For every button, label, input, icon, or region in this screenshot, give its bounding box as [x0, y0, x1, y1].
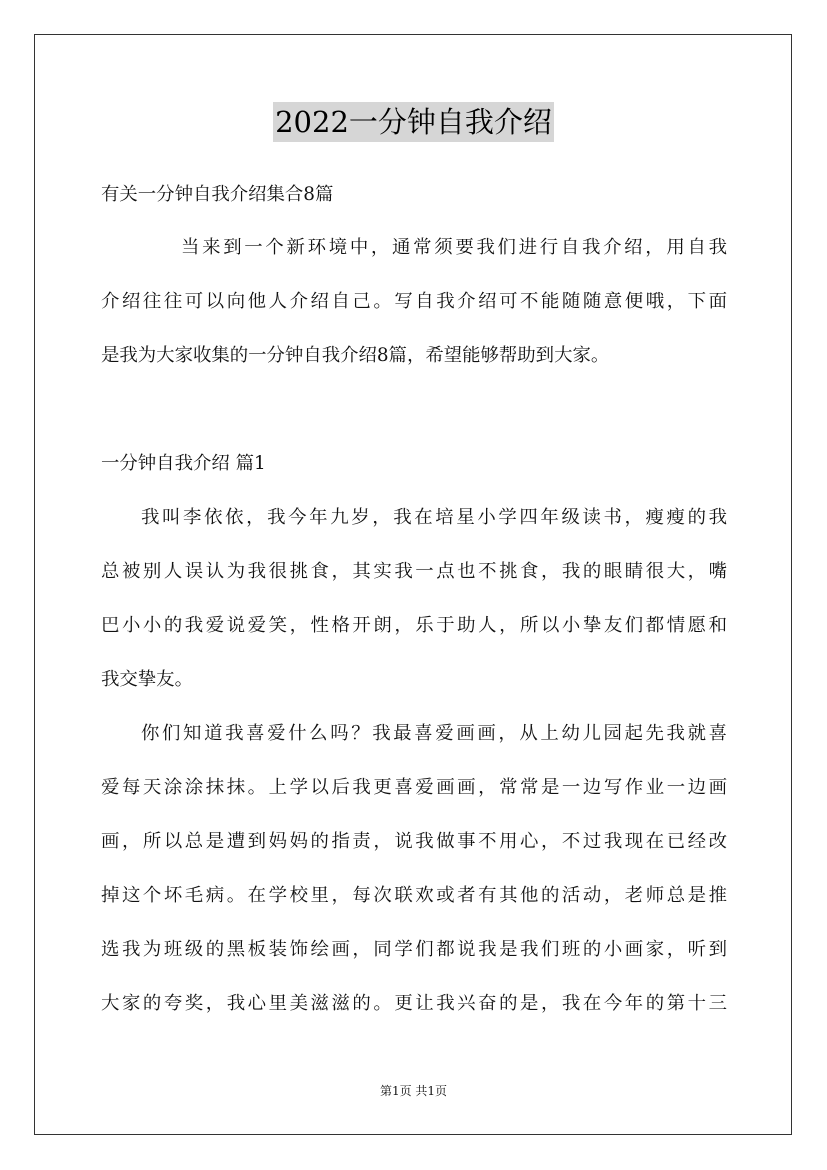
title-container [0, 102, 827, 142]
intro-line: 是我为大家收集的一分钟自我介绍8篇，希望能够帮助到大家。 [101, 345, 610, 366]
section-heading: 一分钟自我介绍 篇1 [101, 453, 266, 474]
document-title: 2022一分钟自我介绍 [273, 102, 554, 142]
paragraph2-line: 大家的夸奖，我心里美滋滋的。更让我兴奋的是，我在今年的第十三 [101, 993, 727, 1014]
paragraph2-line: 选我为班级的黑板装饰绘画，同学们都说我是我们班的小画家，听到 [101, 939, 727, 960]
paragraph1-line: 巴小小的我爱说爱笑，性格开朗，乐于助人，所以小挚友们都情愿和 [101, 615, 727, 636]
paragraph1-line: 总被别人误认为我很挑食，其实我一点也不挑食，我的眼睛很大，嘴 [101, 561, 727, 582]
intro-line: 介绍往往可以向他人介绍自己。写自我介绍可不能随随意便哦，下面 [101, 291, 727, 312]
paragraph1-line: 我叫李依依，我今年九岁，我在培星小学四年级读书，瘦瘦的我 [141, 507, 727, 528]
paragraph2-line: 掉这个坏毛病。在学校里，每次联欢或者有其他的活动，老师总是推 [101, 885, 727, 906]
document-subtitle: 有关一分钟自我介绍集合8篇 [101, 184, 334, 205]
paragraph2-line: 画，所以总是遭到妈妈的指责，说我做事不用心，不过我现在已经改 [101, 831, 727, 852]
paragraph2-line: 爱每天涂涂抹抹。上学以后我更喜爱画画，常常是一边写作业一边画 [101, 777, 727, 798]
paragraph1-line: 我交挚友。 [101, 669, 193, 690]
page-footer: 第1页 共1页 [379, 1084, 448, 1098]
paragraph2-line: 你们知道我喜爱什么吗？我最喜爱画画，从上幼儿园起先我就喜 [141, 723, 727, 744]
intro-line: 当来到一个新环境中，通常须要我们进行自我介绍，用自我 [181, 237, 727, 258]
